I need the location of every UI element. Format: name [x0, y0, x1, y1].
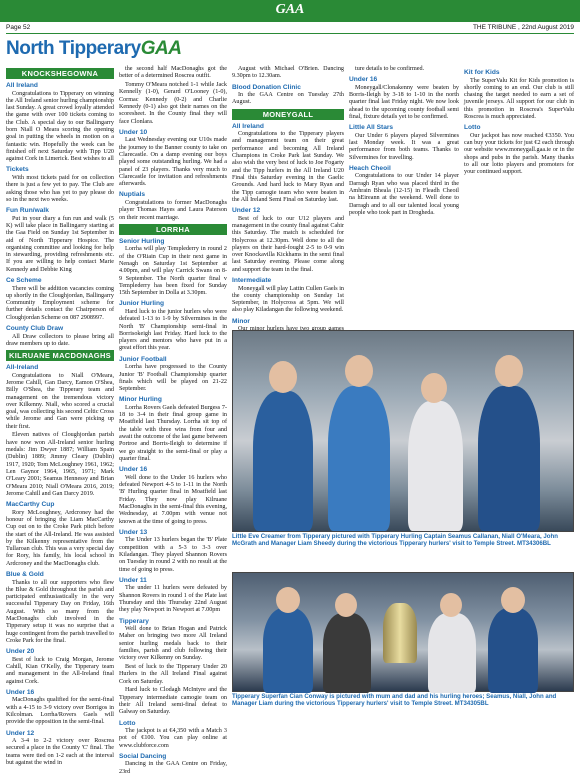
heading: Nuptials: [119, 191, 146, 199]
paragraph: Our Under 6 players played Silvermines last Monday week. It was a great performance from both teams. Thanks to Silvermines for travelling.: [349, 132, 459, 161]
heading: Under 16: [349, 76, 378, 84]
club-bar-knockshegowna: KNOCKSHEGOWNA: [6, 68, 114, 79]
heading: Under 12: [6, 729, 35, 737]
column-3: [232, 66, 344, 328]
heading: Under 13: [119, 528, 148, 536]
paragraph: In the GAA Centre on Tuesday 27th August.: [232, 92, 344, 106]
heading: Blue & Gold: [6, 571, 44, 579]
column-1: [6, 66, 114, 766]
paragraph: Moneygall will play Lattin Cullen Gaels in the county championship on Sunday 1st September, in Holycross at 5pm. We will also play Kiladangan the following weekend.: [232, 285, 344, 314]
heading: MacCarthy Cup: [6, 501, 55, 509]
paper-date: THE TRIBUNE , 22nd August 2019: [472, 24, 574, 31]
heading: Under 12: [232, 207, 261, 215]
paragraph: Lorrha have progressed to the County Junior 'B' Football Championship quarter finals which will be played on 21-22 September.: [119, 364, 227, 393]
paragraph: Hard luck to Clodagh McIntyre and the Tipperary intermediate camogie team on their All Ireland semi-final defeat to Galway on Saturday.: [119, 687, 227, 716]
paragraph: All Draw collectors to please bring all draw members up to date.: [6, 333, 114, 347]
heading: Social Dancing: [119, 752, 167, 760]
heading: Junior Football: [119, 355, 167, 363]
paragraph: Hard luck to the junior hurlers who were defeated 1-13 to 1-9 by Silvermines in the North 'B' Championship semi-final in Borrisokeigh last Friday. Hard luck to the players and mentors who have put in a great effort this year.: [119, 308, 227, 352]
paragraph: Tommy O'Meara notched 1-1 while Jack Kennelly (1-0), Gerard O'Looney (1-0), Cormac Kennedy (0-2) and Charlie Kennedy (0-1) also got their names on the scoresheet. In the County final they will face Clonlara.: [119, 82, 227, 125]
heading: Tipperary: [119, 617, 149, 625]
page-number: Page 52: [6, 24, 31, 31]
photo-hospital-visit-1: [232, 330, 574, 532]
photo-1-caption: Little Eve Creamer from Tipperary pictured with Tipperary Hurling Captain Seamus Callanan, Niall O'Meara, John McGrath and Manager Liam Sheedy during the victorious Tipperary hurlers' visit to Temple Street. MT34306BL: [232, 533, 558, 548]
column-5: [464, 66, 574, 328]
club-bar-moneygall: MONEYGALL: [232, 109, 344, 120]
paragraph: Best of luck to our U12 players and management in the county final against Cahir this Saturday. The match is scheduled for Holycross at 12.30pm. Well done to all the players on their hard-fought 2-5 to 0-9 win over Knockavilla Kickhams in the semi final last Saturday evening. Please come along and support the team in the final.: [232, 215, 344, 273]
heading: Ce Scheme: [6, 277, 42, 285]
paragraph: Eleven natives of Cloughjordan parish have now won All-Ireland senior hurling medals: Jim Dwyer 1887; William Spain (Dublin) 1889; Jimmy Cleary (Dublin) 1917, 1920; Tom McLoughney 1961, 1962; Len Gaynor 1964, 1965, 1971; Mark O'Leary 2001; Seamus Hennessy and Brian O'Meara 2010; Niall O'Meara 2016, 2019; Jerome Cahill and Gan Darcy 2019.: [6, 432, 114, 497]
column-4: [349, 66, 459, 328]
heading: Under 10: [119, 128, 148, 136]
heading: Heach Cheoil: [349, 164, 391, 172]
paragraph: Congratulations to our Under 14 player Darragh Ryan who was placed third in the Amhrain Bheala (12-15) in Fleadh Cheoil na hEireann at the weekend. Well done to Darragh and to all our talented local young people who took part in Drogheda.: [349, 173, 459, 216]
photo-2-caption: Tipperary Superfan Cian Conway is pictured with mum and dad and his hurling heroes; Seamus, Niall, John and Manager Liam during the victorious Tipperary hurlers' visit to Temple Street. MT34305BL: [232, 693, 557, 708]
heading: Under 16: [6, 688, 35, 696]
paragraph: August with Michael O'Brien. Dancing 9.30pm to 12.30am.: [232, 66, 344, 80]
paragraph: Well done to Brian Hogan and Patrick Maher on bringing two more All Ireland senior hurling medals back to their families, parish and club following their victory over Kilkenny on Sunday.: [119, 626, 227, 662]
paragraph: ture details to be confirmed.: [355, 66, 425, 72]
heading: Little All Stars: [349, 124, 394, 132]
paragraph: Dancing in the GAA Centre on Friday, 23rd: [119, 761, 227, 775]
heading: Minor Hurling: [119, 396, 162, 404]
heading: Intermediate: [232, 277, 272, 285]
paragraph: Congratulations to Niall O'Meara, Jerome Cahill, Gan Darcy, Eamon O'Shea, Billy O'Shea, the Tipperary team and management on the tremendous victory over Kilkenny. Niall, who scored a crucial goal, was collecting his second Celtic Cross while Jerome and Gan were picking up their first.: [6, 372, 114, 430]
paragraph: Moneygall/Clonakenny were beaten by Borris-Ileigh by 3-18 to 1-10 in the north quarter final last Friday night. We now look ahead to the upcoming county football semi final, fixture details yet to be confirmed.: [349, 84, 459, 120]
heading: Under 16: [119, 466, 148, 474]
heading: All Ireland: [6, 82, 38, 89]
heading: Fun Run/walk: [6, 207, 49, 215]
paragraph: MacDonaghs qualified for the semi-final with a 4-15 to 3-9 victory over Borrigos in Kilcolman. Lorrha/Rovers Gaels will provide the opposition in the semi-final.: [6, 697, 114, 726]
paragraph: Well done to the Under 16 hurlers who defeated Newport 4-5 to 1-11 in the North 'B' Hurling quarter final in Moatfield last Friday. They now play Kilruane MacDonaghs in the semi-final this evening, Wednesday, at 7.00pm with venue not known at the time of going to press.: [119, 474, 227, 525]
paragraph: the second half MacDonaghs got the better of a determined Roscrea outfit.: [119, 66, 227, 80]
heading: Tickets: [6, 166, 29, 174]
heading: Kit for Kids: [464, 69, 500, 76]
heading: Under 11: [119, 576, 147, 584]
club-bar-kilruane: KILRUANE MACDONAGHS: [6, 350, 114, 361]
heading: Blood Donation Clinic: [232, 83, 301, 91]
paragraph: The jackpot is at €4,350 with a Match 3 pot of €100. You can play online at www.clubforce.com: [119, 728, 227, 749]
masthead: [6, 38, 201, 60]
paragraph: Congratulations to the Tipperary players and management team on their great performance and becoming All Ireland Champions in Croke Park last Sunday. We also wish the very best of luck to Joe Fogarty and the Tipp hurlers in the All Ireland U20 Final this Saturday evening in the Gaelic Grounds. And hard luck to Mary Ryan and the Tipp camogie team who were beaten in the All Ireland Semi Final on Saturday last.: [232, 131, 344, 203]
heading: Lotto: [464, 124, 481, 132]
paragraph: Our jackpot has now reached €3350. You can buy your tickets for just €2 each through our website www.moneygall.gaa.ie or in the shops and pubs in the parish. Many thanks to all our lotto players and promoters for your continued support.: [464, 132, 574, 176]
heading: Junior Hurling: [119, 300, 165, 308]
club-bar-lorrha: LORRHA: [119, 224, 227, 235]
heading: Minor: [232, 317, 250, 325]
paragraph: Congratulations to Tipperary on winning the All Ireland senior hurling championship last Sunday. A great crowd loyally attended the game with over 100 tickets coming to the Club. A special day to our Ballingarry born Niall O Meara scoring the opening goal in putting the wheels in motion on a fantastic win. Hopefully the week can be finished off next Saturday with Tipp U20 against Cork in Limerick. Best wishes to all: [6, 90, 114, 163]
paragraph: Last Wednesday evening our U10s made the journey to the Banner county to take on Clarecastle. On a damp evening our boys played some outstanding hurling. We had a panel of 23 players. Thanks very much to Clarecastle for invitation and refreshments afterwards.: [119, 137, 227, 188]
section-title: GAA: [275, 2, 305, 17]
column-2: [119, 66, 227, 775]
paragraph: There will be addition vacancies coming up shortly in the Cloughjordan, Ballingarry Community Employment scheme for further details contact the Chairperson of Cloughjordan Scheme on 087 2908997.: [6, 285, 114, 321]
paragraph: Thanks to all our supporters who flew the Blue & Gold throughout the parish and participated enthusiastically in the very successful Tipperary Day on Friday, 16th August. With so many from the MacDonaghs club involved in the Tipperary setup it was no surprise that a huge contingent from the parish travelled to Croke Park for the final.: [6, 579, 114, 644]
paragraph: A 3-4 to 2-2 victory over Roscrea secured a place in the County 'C' final. The teams were tied on 1-2 each at the interval but against the wind in: [6, 738, 114, 766]
paragraph: Congratulations to former MacDonaghs player Thomas Hayes and Laura Paterson on their recent marriage.: [119, 199, 227, 221]
header-rule: [6, 33, 574, 34]
heading: Senior Hurling: [119, 237, 165, 245]
paragraph: The SuperValu Kit for Kids promotion is shortly coming to an end. Our club is still chasing the target needed to earn a set of juvenile jerseys. All support for our club in this promotion in Roscrea's SuperValu Roscrea is much appreciated.: [464, 77, 574, 120]
paragraph: Best of luck to the Tipperary Under 20 Hurlers in the All Ireland Final against Cork on Saturday.: [119, 664, 227, 685]
paragraph: Put in your diary a fun run and walk (5 K) will take place in Ballingarry starting at the Gaa Field on Sunday 1st September in aid of North Tipperary Hospice. The organising committee and looking for help in stewarding, providing refreshments etc. If you are willing to help contact Marie Kennedy and Debbie King: [6, 215, 114, 273]
paragraph: With most tickets paid for on collection there is just a few yet to pay. The Club are asking those who has yet to pay please do so in the next two weeks.: [6, 174, 114, 203]
page-info: [6, 24, 574, 31]
paragraph: Lorrha Rovers Gaels defeated Burgess 7-18 to 3-4 in their final group game in Moatfield last Thursday. Lorrha sit top of the table with three wins from four and await the outcome of the last game between Portroe and Borris-Ileigh to determine if we go straight to the semi-final or play a quarter final.: [119, 404, 227, 462]
heading: All Ireland: [232, 122, 264, 130]
photo-hospital-visit-2: [232, 572, 574, 692]
paragraph: The Under 13 hurlers began the 'B' Plate competition with a 5-3 to 3-3 over Kiladangan. They played Shannon Rovers on Tuesday in round 2 with no result at the time of going to press.: [119, 537, 227, 573]
paragraph: Best of luck to Craig Morgan, Jerome Cahill, Kian O'Kelly, the Tipperary team and management in the All-Ireland final against Cork.: [6, 656, 114, 685]
masthead-gaa: GAA: [140, 38, 182, 59]
heading: All-Ireland: [6, 364, 39, 372]
masthead-region: North Tipperary: [6, 38, 141, 59]
heading: County Club Draw: [6, 325, 64, 333]
heading: Under 20: [6, 648, 35, 656]
paragraph: The under 11 hurlers were defeated by Shannon Rovers in round 1 of the Plate last Thursday and this Thursday 22nd August they play Newport in Newport at 7.00pm: [119, 585, 227, 614]
heading: Lotto: [119, 719, 136, 727]
paragraph: Rory McLoughney, Ardcroney had the honour of bringing the Liam MacCarthy Cup out on to the Croke Park pitch before the start of the All-Ireland. He was assisted by the Kilkenny representative from the Tullaroan club. This was a very special day for Rory, his family, his local school in Ardcroney and the MacDonaghs club.: [6, 509, 114, 567]
paragraph: Lorrha will play Templederry in round 2 of the O'Riain Cup in their next game in Nenagh on Saturday 1st September at 4.00pm, and will play Carrick Swans on 8-9 September. The North quarter final v Templederry has been fixed for Sunday 15th September in Dolla at 3.30pm.: [119, 246, 227, 297]
